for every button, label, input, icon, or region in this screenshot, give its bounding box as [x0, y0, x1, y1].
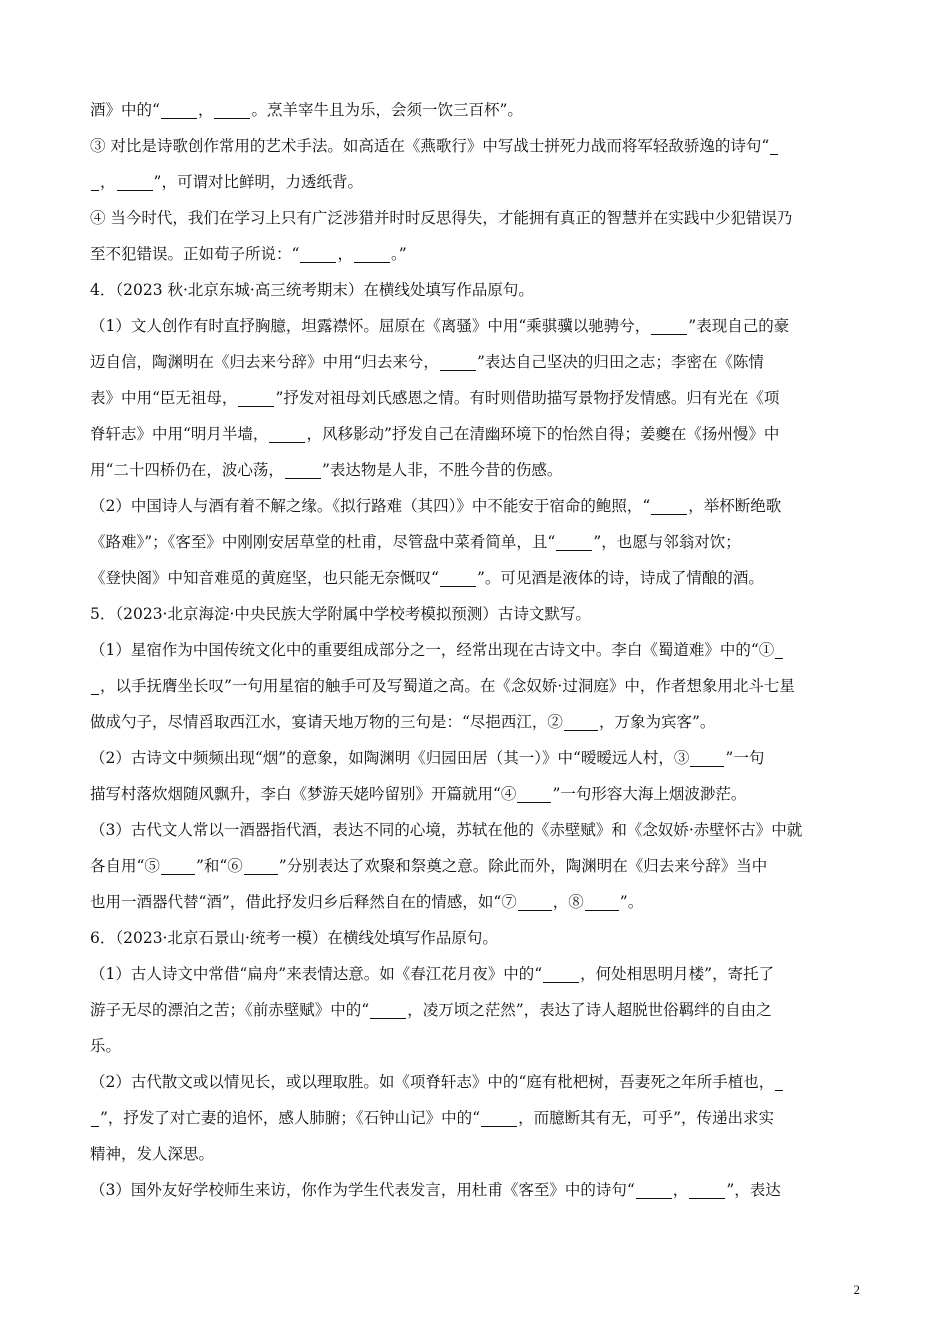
answer-blank[interactable]: [269, 422, 305, 443]
text-segment: 。烹羊宰牛且为乐，会须一饮三百杯”。: [251, 101, 523, 119]
text-segment: 做成勺子，尽情舀取西江水，宴请天地万物的三句是：“尽挹西江，②: [90, 713, 563, 731]
answer-blank[interactable]: [300, 242, 336, 263]
text-segment: 描写村落炊烟随风飘升，李白《梦游天姥吟留别》开篇就用“④: [90, 785, 517, 803]
text-line: [90, 596, 862, 632]
text-line: [90, 848, 862, 884]
text-segment: 游子无尽的漂泊之苦；《前赤壁赋》中的“: [90, 1001, 370, 1019]
text-segment: ，以手抚膺坐长叹”一句用星宿的触手可及写蜀道之高。在《念奴娇·过洞庭》中，作者想象用北斗七星: [100, 677, 795, 695]
text-segment: ”，也愿与邻翁对饮；: [593, 533, 741, 551]
answer-blank[interactable]: [564, 710, 598, 731]
text-segment: 各自用“⑤: [90, 857, 160, 875]
text-line: [90, 632, 862, 668]
answer-blank[interactable]: [689, 1178, 725, 1199]
text-line: [90, 1100, 862, 1136]
text-line: [90, 956, 862, 992]
answer-blank[interactable]: [91, 170, 99, 191]
text-line: [90, 488, 862, 524]
text-line: [90, 560, 862, 596]
answer-blank[interactable]: [585, 890, 619, 911]
text-line: [90, 1136, 862, 1172]
answer-blank[interactable]: [440, 350, 476, 371]
document-page: [90, 92, 862, 1208]
text-line: [90, 920, 862, 956]
text-segment: 乐。: [90, 1037, 122, 1055]
text-line: [90, 272, 862, 308]
text-line: [90, 740, 862, 776]
text-line: [90, 1028, 862, 1064]
text-segment: 4．（2023 秋·北京东城·高三统考期末）在横线处填写作品原句。: [90, 281, 534, 299]
text-segment: ”分别表达了欢聚和祭奠之意。除此而外，陶渊明在《归去来兮辞》当中: [278, 857, 768, 875]
text-segment: 也用一酒器代替“酒”，借此抒发归乡后释然自在的情感，如“⑦: [90, 893, 517, 911]
text-segment: 表》中用“臣无祖母，: [90, 389, 238, 407]
text-segment: ③ 对比是诗歌创作常用的艺术手法。如高适在《燕歌行》中写战士拼死力战而将军轻敌骄逸的诗句“: [90, 137, 770, 155]
text-segment: 迈自信，陶渊明在《归去来兮辞》中用“归去来兮，: [90, 353, 439, 371]
answer-blank[interactable]: [91, 1106, 99, 1127]
text-line: [90, 704, 862, 740]
text-segment: （1）古人诗文中常借“扁舟”来表情达意。如《春江花月夜》中的“: [90, 965, 543, 983]
text-segment: ”表达自己坚决的归田之志；李密在《陈情: [476, 353, 764, 371]
answer-blank[interactable]: [775, 1070, 783, 1091]
text-segment: 。”: [390, 245, 407, 263]
text-segment: （1）文人创作有时直抒胸臆，坦露襟怀。屈原在《离骚》中用“乘骐骥以驰骋兮，: [90, 317, 651, 335]
text-segment: （3）古代文人常以一酒器指代酒，表达不同的心境，苏轼在他的《赤壁赋》和《念奴娇·赤壁怀古》中就: [90, 821, 803, 839]
answer-blank[interactable]: [161, 854, 195, 875]
text-segment: ”，抒发了对亡妻的追怀，感人肺腑；《石钟山记》中的“: [100, 1109, 481, 1127]
text-segment: ，何处相思明月楼”，寄托了: [580, 965, 775, 983]
answer-blank[interactable]: [517, 782, 551, 803]
text-segment: 《路难》”；《客至》中刚刚安居草堂的杜甫，尽管盘中菜肴简单，且“: [90, 533, 556, 551]
text-segment: 用“二十四桥仍在，波心荡，: [90, 461, 284, 479]
answer-blank[interactable]: [285, 458, 321, 479]
text-segment: （3）国外友好学校师生来访，你作为学生代表发言，用杜甫《客至》中的诗句“: [90, 1181, 635, 1199]
answer-blank[interactable]: [690, 746, 724, 767]
text-line: [90, 164, 862, 200]
text-segment: ”和“⑥: [195, 857, 243, 875]
text-segment: （2）中国诗人与酒有着不解之缘。《拟行路难（其四）》中不能安于宿命的鲍照，“: [90, 497, 651, 515]
text-segment: （2）古代散文或以情见长，或以理取胜。如《项脊轩志》中的“庭有枇杷树，吾妻死之年所手植也，: [90, 1073, 775, 1091]
text-line: [90, 884, 862, 920]
answer-blank[interactable]: [770, 134, 778, 155]
answer-blank[interactable]: [556, 530, 592, 551]
text-segment: ”表现自己的豪: [688, 317, 790, 335]
text-line: [90, 236, 862, 272]
answer-blank[interactable]: [161, 98, 197, 119]
text-line: [90, 776, 862, 812]
text-segment: （2）古诗文中频频出现“烟”的意象，如陶渊明《归园田居（其一）》中“暧暧远人村，③: [90, 749, 690, 767]
text-line: [90, 524, 862, 560]
text-line: [90, 344, 862, 380]
text-segment: 脊轩志》中用“明月半墙，: [90, 425, 269, 443]
text-segment: ，万象为宾客”。: [598, 713, 716, 731]
text-line: [90, 128, 862, 164]
text-line: [90, 308, 862, 344]
answer-blank[interactable]: [244, 854, 278, 875]
text-segment: ”。: [619, 893, 644, 911]
text-segment: ”一句形容大海上烟波渺茫。: [552, 785, 747, 803]
text-segment: 酒》中的“: [90, 101, 160, 119]
answer-blank[interactable]: [636, 1178, 672, 1199]
answer-blank[interactable]: [238, 386, 274, 407]
text-segment: ，: [672, 1181, 689, 1199]
text-line: [90, 416, 862, 452]
text-segment: 至不犯错误。正如荀子所说：“: [90, 245, 300, 263]
text-segment: （1）星宿作为中国传统文化中的重要组成部分之一，经常出现在古诗文中。李白《蜀道难》中的“①: [90, 641, 775, 659]
text-segment: ，举杯断绝歌: [688, 497, 782, 515]
text-segment: ，: [100, 173, 116, 191]
text-segment: ，而臆断其有无，可乎”，传递出求实: [518, 1109, 775, 1127]
text-segment: 5．（2023·北京海淀·中央民族大学附属中学校考模拟预测）古诗文默写。: [90, 605, 591, 623]
answer-blank[interactable]: [214, 98, 250, 119]
text-segment: ”。可见酒是液体的诗，诗成了情酿的酒。: [476, 569, 764, 587]
text-segment: 6．（2023·北京石景山·统考一模）在横线处填写作品原句。: [90, 929, 498, 947]
text-line: [90, 812, 862, 848]
text-line: [90, 200, 862, 236]
answer-blank[interactable]: [518, 890, 552, 911]
text-line: [90, 1064, 862, 1100]
text-segment: ”表达物是人非，不胜今昔的伤感。: [321, 461, 563, 479]
text-segment: ④ 当今时代，我们在学习上只有广泛涉猎并时时反思得失，才能拥有真正的智慧并在实践中少犯错误乃: [90, 209, 793, 227]
answer-blank[interactable]: [91, 674, 99, 695]
text-segment: ”抒发对祖母刘氏感恩之情。有时则借助描写景物抒发情感。归有光在《项: [275, 389, 780, 407]
page-number: 2: [853, 1282, 860, 1297]
answer-blank[interactable]: [370, 998, 406, 1019]
text-segment: ，凌万顷之茫然”，表达了诗人超脱世俗羁绊的自由之: [407, 1001, 772, 1019]
text-segment: ”，表达: [726, 1181, 781, 1199]
text-line: [90, 1172, 862, 1208]
answer-blank[interactable]: [543, 962, 579, 983]
text-segment: 精神，发人深思。: [90, 1145, 215, 1163]
answer-blank[interactable]: [651, 494, 687, 515]
text-line: [90, 380, 862, 416]
text-segment: 《登快阁》中知音难觅的黄庭坚，也只能无奈慨叹“: [90, 569, 439, 587]
text-segment: ，风移影动”抒发自己在清幽环境下的怡然自得；姜夔在《扬州慢》中: [306, 425, 780, 443]
text-segment: ”一句: [725, 749, 765, 767]
text-line: [90, 668, 862, 704]
answer-blank[interactable]: [651, 314, 687, 335]
text-line: [90, 992, 862, 1028]
text-line: [90, 92, 862, 128]
text-segment: ”，可谓对比鲜明，力透纸背。: [153, 173, 363, 191]
text-segment: ，: [197, 101, 214, 119]
text-segment: ，⑧: [552, 893, 584, 911]
answer-blank[interactable]: [354, 242, 390, 263]
answer-blank[interactable]: [775, 638, 783, 659]
text-segment: ，: [337, 245, 353, 263]
answer-blank[interactable]: [481, 1106, 517, 1127]
text-line: [90, 452, 862, 488]
answer-blank[interactable]: [440, 566, 476, 587]
answer-blank[interactable]: [117, 170, 153, 191]
